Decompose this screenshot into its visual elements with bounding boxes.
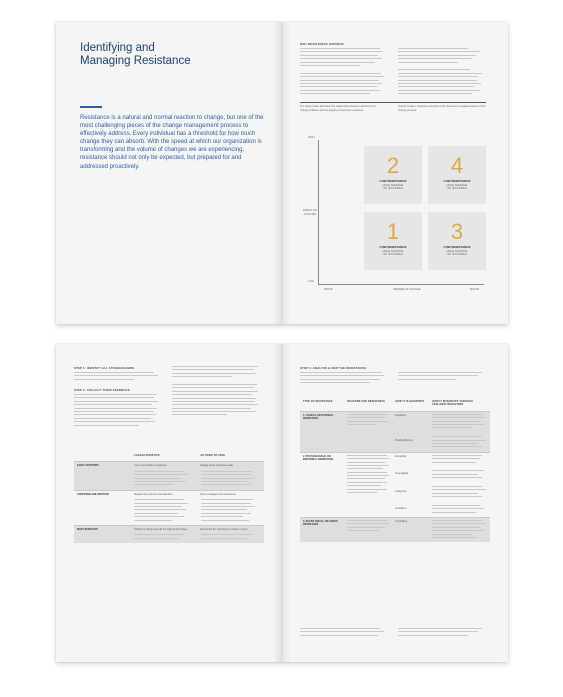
step2-text-right <box>172 366 262 418</box>
table-cell <box>392 452 429 517</box>
quadrant-number: 4 <box>450 153 464 178</box>
cell-text: Emotional <box>395 454 407 458</box>
why-text-column-left <box>300 48 385 96</box>
table-cell <box>429 517 490 542</box>
table-header-cell <box>74 450 131 462</box>
step1-text <box>74 372 159 382</box>
cell-spacer <box>395 493 426 507</box>
table-cell <box>392 517 429 542</box>
quadrant-sublabel: HIGH CHANCE <box>382 183 404 187</box>
y-axis-label: IMPACT ON CULTURE <box>302 209 318 216</box>
y-axis-high: HIGH <box>308 136 315 139</box>
section-divider <box>300 102 486 103</box>
cell-lines <box>201 499 262 520</box>
table-row <box>74 525 264 543</box>
cell-text: Negativity <box>395 413 406 417</box>
bottom-spread <box>56 344 508 662</box>
table-cell <box>344 517 392 542</box>
quadrant-2 <box>364 146 422 204</box>
why-text-column-right <box>398 48 486 96</box>
quadrant-number: 2 <box>386 153 400 178</box>
lead-paragraph: Resistance is a natural and normal reaction to change, but one of the most challenging pieces of the change management process to effectively address. Every individual has a threshold for how much change they can absorb. With the speed at which our organization is transforming and the volume of changes we are experiencing, resistance should not only be expected, but prepared for and addressed proactively. <box>80 115 264 170</box>
quadrant-label: LOW RESISTANCE <box>379 245 407 249</box>
page-right-why-resistance <box>282 22 508 324</box>
table-header-cell: CHARACTERISTICS <box>134 454 160 457</box>
title-rule <box>80 106 102 108</box>
row-label: 3. SOCIOLOGICAL OR GROUP RESISTANCE <box>300 517 344 542</box>
resistance-table <box>300 396 490 542</box>
figure-caption-left: The figure below illustrates the relationship between elements of a change initiative and the degree of expected resistance. <box>300 105 376 112</box>
cell-lines <box>432 414 487 448</box>
quadrant-1 <box>364 212 422 270</box>
cell-text: Request the most time and attention <box>134 492 173 496</box>
cell-text: Remember the importance of where to focus <box>200 527 248 531</box>
cell-spacer <box>395 476 426 490</box>
cell-lines <box>347 520 389 531</box>
cell-lines <box>201 471 262 486</box>
quadrant-sublabel: OF SUCCESS <box>447 253 467 257</box>
quadrant-4 <box>428 146 486 204</box>
page-right-analyze <box>282 344 508 662</box>
page-left-steps <box>56 344 282 662</box>
step3-heading: STEP 3: ANALYZE & MAP THE RESISTANCE <box>300 366 367 370</box>
cell-text: Building Barriers <box>395 439 413 443</box>
table-cell <box>429 452 490 517</box>
page-title: Identifying and Managing Resistance <box>80 42 191 67</box>
top-spread <box>56 22 508 324</box>
cell-lines <box>347 455 389 493</box>
row-label: MOST RESISTANT <box>74 525 131 543</box>
row-label: 2. PSYCHOLOGICAL OR EMOTIONAL RESISTANCE <box>300 452 344 517</box>
table-cell <box>131 462 198 490</box>
quadrant-sublabel: HIGH CHANCE <box>446 183 468 187</box>
table-header-cell: HOW IT MANIFESTS THROUGH FEELINGS/ BEHAVIORS <box>432 400 473 407</box>
table-header-row <box>300 396 490 411</box>
quadrant-sublabel: OF SUCCESS <box>447 187 467 191</box>
table-cell <box>198 462 265 490</box>
step3-text-left <box>300 372 385 386</box>
quadrant-number: 1 <box>386 219 400 244</box>
row-label: UNCERTAIN ARE HESITANT <box>74 490 131 525</box>
cell-text: Avoidance <box>395 506 407 510</box>
table-cell <box>344 411 392 452</box>
cell-text: Acting Out <box>395 489 407 493</box>
cell-text: Engage these employees early <box>200 464 234 468</box>
table-row <box>300 452 490 517</box>
table-cell <box>198 490 265 525</box>
table-row <box>74 462 264 490</box>
table-cell <box>198 525 265 543</box>
table-row <box>74 490 264 525</box>
quadrant-sublabel: OF SUCCESS <box>383 253 403 257</box>
table-cell <box>429 411 490 452</box>
cell-lines <box>134 534 195 538</box>
stakeholder-table <box>74 450 264 543</box>
table-cell <box>131 525 198 543</box>
table-header-cell: REASONS FOR RESISTANCE <box>347 400 386 403</box>
table-header-row <box>74 450 264 462</box>
table-header-cell: ACTIONS TO TAKE <box>200 454 226 457</box>
y-axis-low: LOW <box>308 280 314 283</box>
cell-lines <box>432 520 487 538</box>
cell-lines <box>134 471 195 486</box>
quadrant-label: LOW RESISTANCE <box>379 179 407 183</box>
closing-text-left <box>300 628 385 638</box>
table-cell <box>392 411 429 452</box>
quadrant-number: 3 <box>450 219 464 244</box>
row-label: 1. LOGICAL OR RATIONAL RESISTANCE <box>300 411 344 452</box>
cell-text: Your most resistant employees <box>134 464 167 468</box>
cell-spacer <box>395 417 426 439</box>
table-cell <box>344 452 392 517</box>
cell-lines <box>134 499 195 520</box>
quadrant-label: LOW RESISTANCE <box>443 179 471 183</box>
cell-text: Disengaged <box>395 472 409 476</box>
cell-lines <box>347 414 389 425</box>
step2-text-left <box>74 394 159 428</box>
quadrant-label: LOW RESISTANCE <box>443 245 471 249</box>
cell-lines <box>432 455 487 513</box>
cell-lines <box>201 534 262 538</box>
x-axis-line <box>318 284 484 285</box>
why-heading: WHY RESISTANCE HAPPENS <box>300 42 344 46</box>
page-left-identifying <box>56 22 282 324</box>
cell-text: Controlling <box>395 519 407 523</box>
quadrant-3 <box>428 212 486 270</box>
step2-heading: STEP 2: COLLECT THEIR FEEDBACK <box>74 388 130 392</box>
x-axis-major: MAJOR <box>470 288 480 291</box>
table-row <box>300 411 490 452</box>
row-label: EARLY ADOPTERS <box>74 462 131 490</box>
x-axis-label: DEGREE OF CHANGE <box>393 288 421 291</box>
cell-text: Direct managers and supervisors <box>200 492 236 496</box>
table-row <box>300 517 490 542</box>
table-header-cell: HOW IT IS EXHIBITED <box>395 400 425 403</box>
quadrant-sublabel: HIGH CHANCE <box>446 249 468 253</box>
cell-spacer <box>395 458 426 472</box>
step1-heading: STEP 1: IDENTIFY ALL STAKEHOLDERS <box>74 366 135 370</box>
table-cell <box>131 490 198 525</box>
closing-text-right <box>398 628 486 638</box>
x-axis-minor: MINOR <box>324 288 333 291</box>
figure-caption-right: project timeline, resistance should not be viewed as a negative aspect of the change process. <box>398 105 486 112</box>
cell-text: Unlikely to change and will not support the change <box>134 527 188 531</box>
quadrant-sublabel: HIGH CHANCE <box>382 249 404 253</box>
table-header-cell: TYPE OF RESISTANCE <box>303 400 333 403</box>
step3-text-right <box>398 372 486 382</box>
quadrant-sublabel: OF SUCCESS <box>383 187 403 191</box>
